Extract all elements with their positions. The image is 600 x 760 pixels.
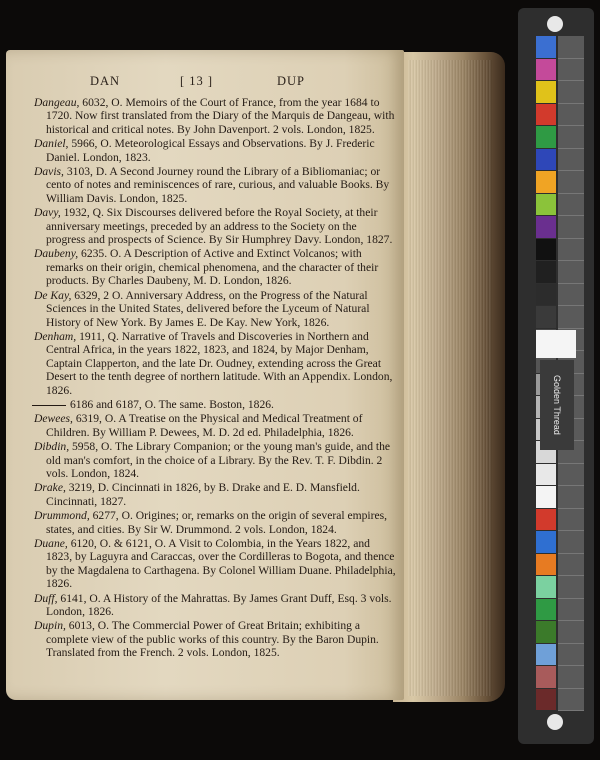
catalog-entry — [32, 509, 398, 536]
swatch-value-cell — [558, 284, 584, 307]
swatch-value-cell — [558, 509, 584, 532]
color-swatch — [536, 599, 556, 621]
catalog-entry — [32, 330, 398, 397]
color-swatch — [536, 216, 556, 238]
entry-text: 6329, 2 O. Anniversary Address, on the Progress of the Natural Sciences in the United States, delivered before the Lyceum of Natural History of New York. By James E. De Kay. New York, 1826. — [46, 288, 370, 329]
swatch-value-cell — [558, 666, 584, 689]
color-swatch — [536, 81, 556, 103]
catalog-entry — [32, 398, 398, 411]
color-swatch — [536, 171, 556, 193]
color-swatch — [536, 149, 556, 171]
catalog-entry — [32, 289, 398, 329]
swatch-value-cell — [558, 239, 584, 262]
entry-author: Dewees, — [34, 412, 73, 426]
swatch-value-cell — [558, 261, 584, 284]
color-swatch — [536, 486, 556, 508]
header-right: DUP — [277, 74, 306, 88]
color-swatch — [536, 509, 556, 531]
color-swatch — [536, 36, 556, 58]
color-swatch — [536, 104, 556, 126]
swatch-value-cell — [558, 689, 584, 712]
entry-author: Dupin, — [34, 619, 66, 633]
swatch-value-cell — [558, 126, 584, 149]
swatch-value-cell — [558, 464, 584, 487]
color-swatch — [536, 689, 556, 711]
entry-author: Duff, — [34, 591, 58, 605]
catalog-entry — [32, 537, 398, 591]
entry-author: Dangeau, — [34, 96, 80, 109]
entry-text: 5958, O. The Library Companion; or the young man's guide, and the old man's comfort, in the choice of a Library. By the Rev. T. F. Dibdin. 2 vols. London, 1824. — [46, 440, 391, 480]
entry-author: Davis, — [34, 165, 64, 179]
color-swatch — [536, 464, 556, 486]
swatch-value-cell — [558, 194, 584, 217]
color-swatch — [536, 531, 556, 553]
catalog-entry — [32, 165, 398, 205]
entry-author: Daubeny, — [34, 247, 79, 261]
swatch-value-cell — [558, 621, 584, 644]
entry-author: Davy, — [34, 206, 61, 220]
entry-text: 6235. O. A Description of Active and Extinct Volcanos; with remarks on their origin, chemical phenomena, and the character of their products. By Charles Daubeny, M. D. London, 1826. — [46, 247, 379, 288]
color-swatch — [536, 644, 556, 666]
swatch-value-cell — [558, 576, 584, 599]
swatch-value-cell — [558, 149, 584, 172]
color-swatch — [536, 194, 556, 216]
ditto-dash — [32, 405, 66, 406]
header-left: DAN — [90, 74, 121, 88]
entry-text: 5966, O. Meteorological Essays and Observations. By J. Frederic Daniel. London, 1823. — [46, 137, 375, 164]
catalog-entry — [32, 247, 398, 287]
swatch-value-cell — [558, 486, 584, 509]
color-swatch — [536, 261, 556, 283]
catalog-entry — [32, 592, 398, 619]
entry-text: 6032, O. Memoirs of the Court of France, from the year 1684 to 1720. Now first translated from the Diary of the Marquis de Dangeau, with historical and critical notes. By John Davenport. 2 vols. London, 1825. — [46, 96, 395, 136]
color-swatch — [536, 239, 556, 261]
catalog-entry — [32, 412, 398, 439]
swatch-value-cell — [558, 81, 584, 104]
swatch-value-cell — [558, 554, 584, 577]
swatch-value-cell — [558, 171, 584, 194]
entry-author: Dibdin, — [34, 440, 70, 454]
entry-text: 3103, D. A Second Journey round the Library of a Bibliomaniac; or cento of notes and reminiscences of rare, curious, and valuable Books. By William Davis. London, 1825. — [46, 165, 390, 205]
color-swatch — [536, 306, 556, 328]
color-swatch — [536, 59, 556, 81]
target-label: Golden Thread — [540, 360, 574, 450]
swatch-value-cell — [558, 306, 584, 329]
catalog-entry — [32, 96, 398, 136]
card-hole-top — [547, 16, 563, 32]
entry-author: De Kay, — [34, 288, 72, 302]
swatch-value-cell — [558, 36, 584, 59]
entry-text: 3219, D. Cincinnati in 1826, by B. Drake and E. D. Mansfield. Cincinnati, 1827. — [46, 481, 360, 508]
entry-text: 6013, O. The Commercial Power of Great Britain; exhibiting a complete view of the public works of this country. By the Baron Dupin. Translated from the French. 2 vols. London, 1825. — [46, 619, 379, 660]
entry-author: Denham, — [34, 329, 77, 343]
swatch-value-cell — [558, 59, 584, 82]
catalog-entry — [32, 619, 398, 659]
entry-text: 1932, Q. Six Discourses delivered before the Royal Society, at their anniversary meetings, preceded by an address to the Society on the progress and prospects of Science. By Sir Humphrey Davy. London, 1827. — [46, 206, 393, 247]
page-edges — [408, 60, 492, 696]
entry-text: 6120, O. & 6121, O. A Visit to Colombia, in the Years 1822, and 1823, by Laguyra and Caraccas, over the Cordilleras to Bogota, and thence by the Magdalena to Carthagena. By Colonel William Duane. Philadelphia, 1826. — [46, 537, 396, 591]
color-swatch — [536, 284, 556, 306]
catalog-entry — [32, 137, 398, 164]
entry-text: 6319, O. A Treatise on the Physical and Medical Treatment of Children. By William P. Dewees, M. D. 2d ed. Philadelphia, 1826. — [46, 412, 363, 439]
swatch-value-cell — [558, 599, 584, 622]
header-page-number: [ 13 ] — [180, 74, 214, 88]
entry-author: Drummond, — [34, 509, 90, 523]
entry-author: Duane, — [34, 537, 68, 550]
color-swatch — [536, 666, 556, 688]
catalog-entry — [32, 206, 398, 246]
color-swatch — [536, 621, 556, 643]
color-swatch — [536, 554, 556, 576]
swatch-value-cell — [558, 104, 584, 127]
swatch-value-cell — [558, 644, 584, 667]
entry-text: 6277, O. Origines; or, remarks on the origin of several empires, states, and cities. By Sir W. Drummond. 2 vols. London, 1824. — [46, 509, 388, 536]
entry-text: 6186 and 6187, O. The same. Boston, 1826. — [70, 397, 274, 411]
catalog-entry — [32, 440, 398, 480]
catalog-entries — [32, 96, 398, 661]
swatch-value-cell — [558, 216, 584, 239]
target-white-patch — [536, 330, 576, 358]
color-swatch — [536, 576, 556, 598]
entry-text: 6141, O. A History of the Mahrattas. By James Grant Duff, Esq. 3 vols. London, 1826. — [46, 591, 392, 619]
color-swatch — [536, 126, 556, 148]
entry-author: Drake, — [34, 481, 66, 495]
card-hole-bottom — [547, 714, 563, 730]
catalog-entry — [32, 481, 398, 508]
swatch-value-cell — [558, 531, 584, 554]
entry-text: 1911, Q. Narrative of Travels and Discoveries in Northern and Central Africa, in the years 1822, 1823, and 1824, by Major Denham, Captain Clapperton, and the late Dr. Oudney, extending across the Great Desert to the tenth degree of northern latitude. With an Appendix. London, 1826. — [46, 329, 393, 397]
entry-author: Daniel, — [34, 137, 69, 151]
